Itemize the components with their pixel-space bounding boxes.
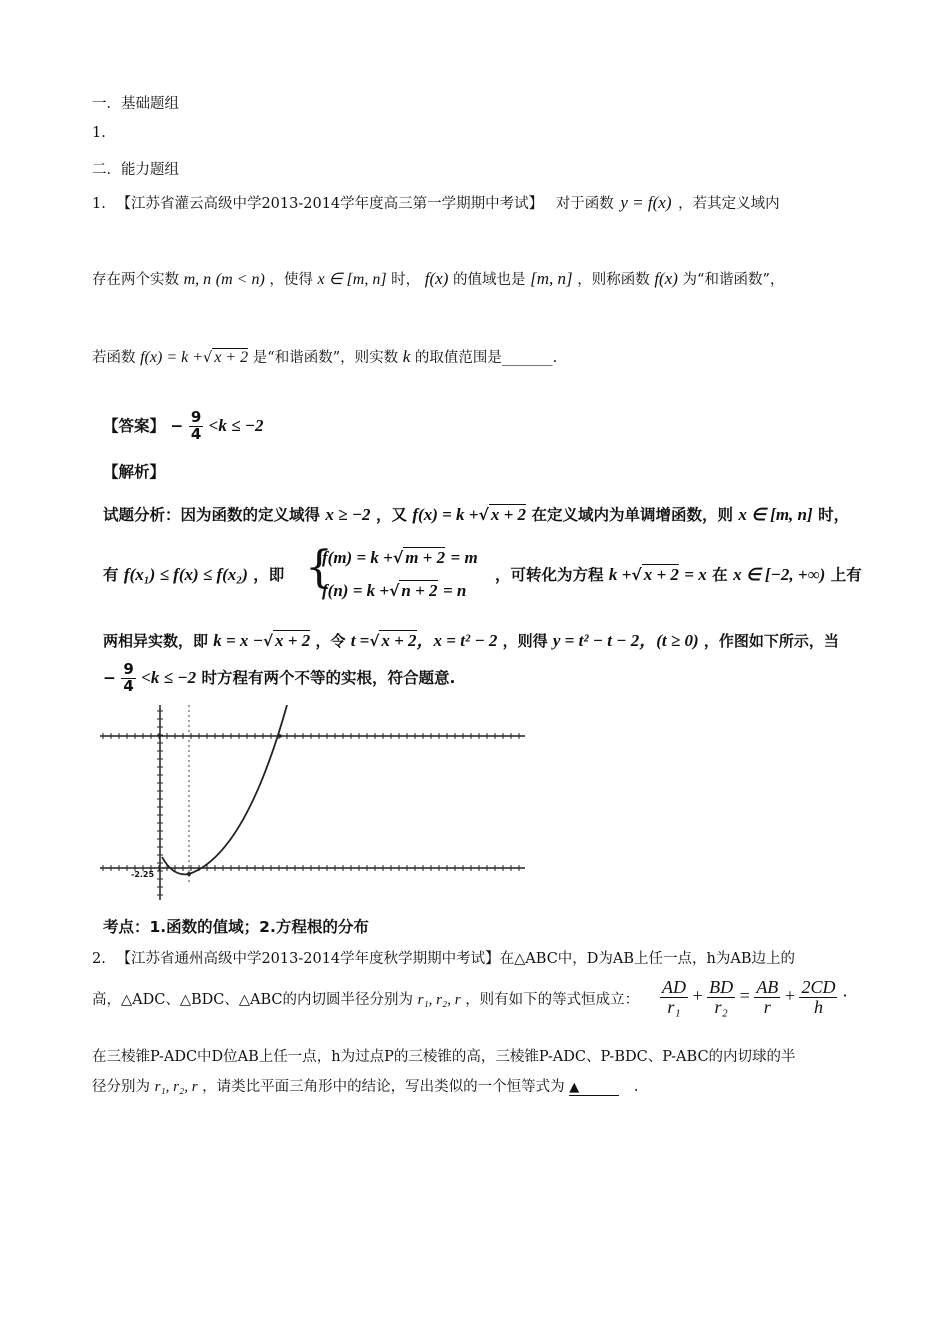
problem2-line1 <box>92 947 795 968</box>
text: ，即 <box>253 566 285 584</box>
problem-source: 【江苏省灌云高级中学2013-2014学年度高三第一学期期中考试】 <box>116 196 544 212</box>
analysis-line2-b <box>495 563 862 585</box>
math: f(n) = k + <box>322 581 390 600</box>
fraction-2cd-h <box>799 978 837 1017</box>
text: 两相异实数，即 <box>103 632 209 650</box>
math-radii: r₁, r₂, r <box>417 992 461 1008</box>
function-graph <box>95 705 535 905</box>
minus-sign: − <box>103 668 116 687</box>
math-radicand: x + 2 <box>490 505 527 524</box>
fraction-numerator: 9 <box>123 660 134 678</box>
den: r₁ <box>667 996 681 1017</box>
text: 为“和谐函数”， <box>682 272 785 288</box>
num: AD <box>662 977 686 997</box>
fraction-numerator: 9 <box>190 408 202 426</box>
minus-sign: − <box>170 416 184 435</box>
problem-source-text: 【江苏省通州高级中学2013-2014学年度秋学期期中考试】在△ABC中，D为AB上任一点，h为AB边上的 <box>116 951 796 967</box>
equals: = <box>739 985 750 1006</box>
text: 若函数 <box>92 350 136 366</box>
problem1-line1 <box>92 192 780 213</box>
problem2-line3: 在三棱锥P-ADC中D位AB上任一点，h为过点P的三棱锥的高，三棱锥P-ADC、P-BDC、P-ABC的内切球的半 <box>92 1049 796 1065</box>
text: ，令 <box>315 632 346 650</box>
math-radicand: x + 2 <box>643 565 679 584</box>
sqrt-symbol: √ <box>389 582 400 600</box>
text: ，可转化为方程 <box>495 566 604 584</box>
text: ，又 <box>375 506 407 524</box>
section-heading-ability: 二．能力题组 <box>92 162 179 178</box>
plus: + <box>784 985 795 1006</box>
math: x ∈ [m, n] <box>738 505 813 524</box>
fraction-9-4 <box>121 662 135 695</box>
analysis-line2-a <box>103 563 284 585</box>
sqrt-symbol: √ <box>369 632 380 650</box>
math: = m <box>450 548 478 567</box>
text: ，则称函数 <box>577 272 650 288</box>
sqrt-symbol: √ <box>478 506 489 524</box>
math-fx: f(x) <box>654 269 678 288</box>
problem2-line4 <box>92 1075 639 1096</box>
math: t = <box>350 631 370 650</box>
analysis-line1 <box>103 503 849 525</box>
math-radii: r₁, r₂, r <box>154 1079 198 1095</box>
text: 是“和谐函数”，则实数 <box>252 350 399 366</box>
sqrt-symbol: √ <box>392 549 404 567</box>
plus: + <box>692 985 703 1006</box>
text: ，作图如下所示，当 <box>703 632 839 650</box>
text: 存在两个实数 <box>92 272 179 288</box>
math: = n <box>442 581 467 600</box>
fraction-denominator: 4 <box>190 424 202 443</box>
num: 2CD <box>801 977 836 997</box>
sqrt-symbol: √ <box>631 566 642 584</box>
root-point <box>278 734 282 738</box>
math: k = x − <box>213 631 263 650</box>
text: 的值域也是 <box>452 272 526 288</box>
fraction-denominator: 4 <box>123 676 134 695</box>
math-range: [m, n] <box>530 269 573 288</box>
math-y-equals-fx: y = f(x) <box>620 193 672 212</box>
analysis-label: 【解析】 <box>103 463 166 481</box>
kaodian: 考点：1.函数的值域；2.方程根的分布 <box>103 918 369 936</box>
fraction-ad-r1 <box>660 978 688 1017</box>
identity-equation <box>660 978 848 1017</box>
math: f(m) = k + <box>322 548 393 567</box>
math: = x <box>684 565 707 584</box>
analysis-line3 <box>103 626 839 651</box>
text: 径分别为 <box>92 1079 150 1095</box>
text: 试题分析：因为函数的定义域得 <box>103 506 321 524</box>
answer-line <box>103 410 264 443</box>
math: f(x₁) ≤ f(x) ≤ f(x₂) <box>123 565 248 584</box>
text: 时， <box>818 506 850 524</box>
system-eq-2 <box>322 581 466 601</box>
system-eq-1 <box>322 548 478 568</box>
problem-text: ，若其定义域内 <box>678 196 780 212</box>
text: 有 <box>103 566 119 584</box>
math: <k ≤ −2 <box>141 667 197 687</box>
text: 高，△ADC、△BDC、△ABC的内切圆半径分别为 <box>92 992 414 1008</box>
math: ，x = t² − 2 <box>416 631 498 650</box>
item-number: 1. <box>92 125 106 141</box>
math-radicand: x + 2 <box>275 631 311 650</box>
text: ，则得 <box>502 632 548 650</box>
den: r <box>763 996 771 1017</box>
answer-inequality: <k ≤ −2 <box>208 415 264 435</box>
math-radicand: m + 2 <box>405 548 446 567</box>
answer-label: 【答案】 <box>103 416 166 435</box>
text: 时， <box>391 272 421 288</box>
analysis-line4 <box>103 662 455 695</box>
text: 在定义域内为单调增函数，则 <box>531 506 733 524</box>
math: x ∈ [−2, +∞) <box>733 565 826 584</box>
math: y = t² − t − 2，(t ≥ 0) <box>552 631 699 650</box>
math-mn: m, n <box>183 271 212 288</box>
math-radicand: x + 2 <box>214 349 249 366</box>
math: k + <box>608 565 632 584</box>
problem-number: 2. <box>92 951 106 967</box>
section-heading-basic: 一．基础题组 <box>92 96 179 112</box>
problem-number: 1. <box>92 196 106 212</box>
text: ，则有如下的等式恒成立： <box>465 992 640 1008</box>
math-function-def: f(x) = k + <box>140 349 204 366</box>
text: ，使得 <box>269 272 313 288</box>
num: BD <box>709 977 734 997</box>
graph-frame <box>100 705 525 900</box>
fraction-bd-r2 <box>707 978 735 1017</box>
left-brace: { <box>305 542 333 593</box>
label-minus-2-25: -2.25 <box>131 870 155 879</box>
sqrt-symbol: √ <box>263 632 274 650</box>
den: h <box>813 996 823 1017</box>
math-condition: (m < n) <box>215 271 265 288</box>
text: 时方程有两个不等的实根，符合题意. <box>201 668 456 687</box>
math-fx: f(x) <box>424 269 449 288</box>
num: AB <box>756 977 779 997</box>
problem1-line2 <box>92 268 784 289</box>
problem2-line2 <box>92 988 639 1009</box>
parabola-curve <box>162 705 287 874</box>
problem-text: 对于函数 <box>555 196 614 212</box>
sqrt-symbol: √ <box>203 350 213 366</box>
text: 上有 <box>830 566 862 584</box>
den: r₂ <box>714 996 728 1017</box>
text: ，请类比平面三角形中的结论，写出类似的一个恒等式为 <box>202 1079 565 1095</box>
fraction-9-4 <box>189 410 203 443</box>
math-k: k <box>402 347 411 366</box>
math: f(x) = k + <box>412 505 479 524</box>
problem1-line3 <box>92 346 557 367</box>
vertex-point <box>187 872 191 876</box>
math: x ≥ −2 <box>325 505 371 524</box>
math-radicand: n + 2 <box>401 581 438 600</box>
text: 的取值范围是_______. <box>414 350 558 366</box>
math-radicand: x + 2 <box>381 631 417 650</box>
text: 在 <box>712 566 728 584</box>
period: · <box>841 985 848 1006</box>
fraction-ab-r <box>754 978 780 1017</box>
answer-blank[interactable]: ▲ <box>569 1080 619 1096</box>
period: . <box>633 1079 639 1095</box>
math-x-in-interval: x ∈ [m, n] <box>317 271 387 288</box>
